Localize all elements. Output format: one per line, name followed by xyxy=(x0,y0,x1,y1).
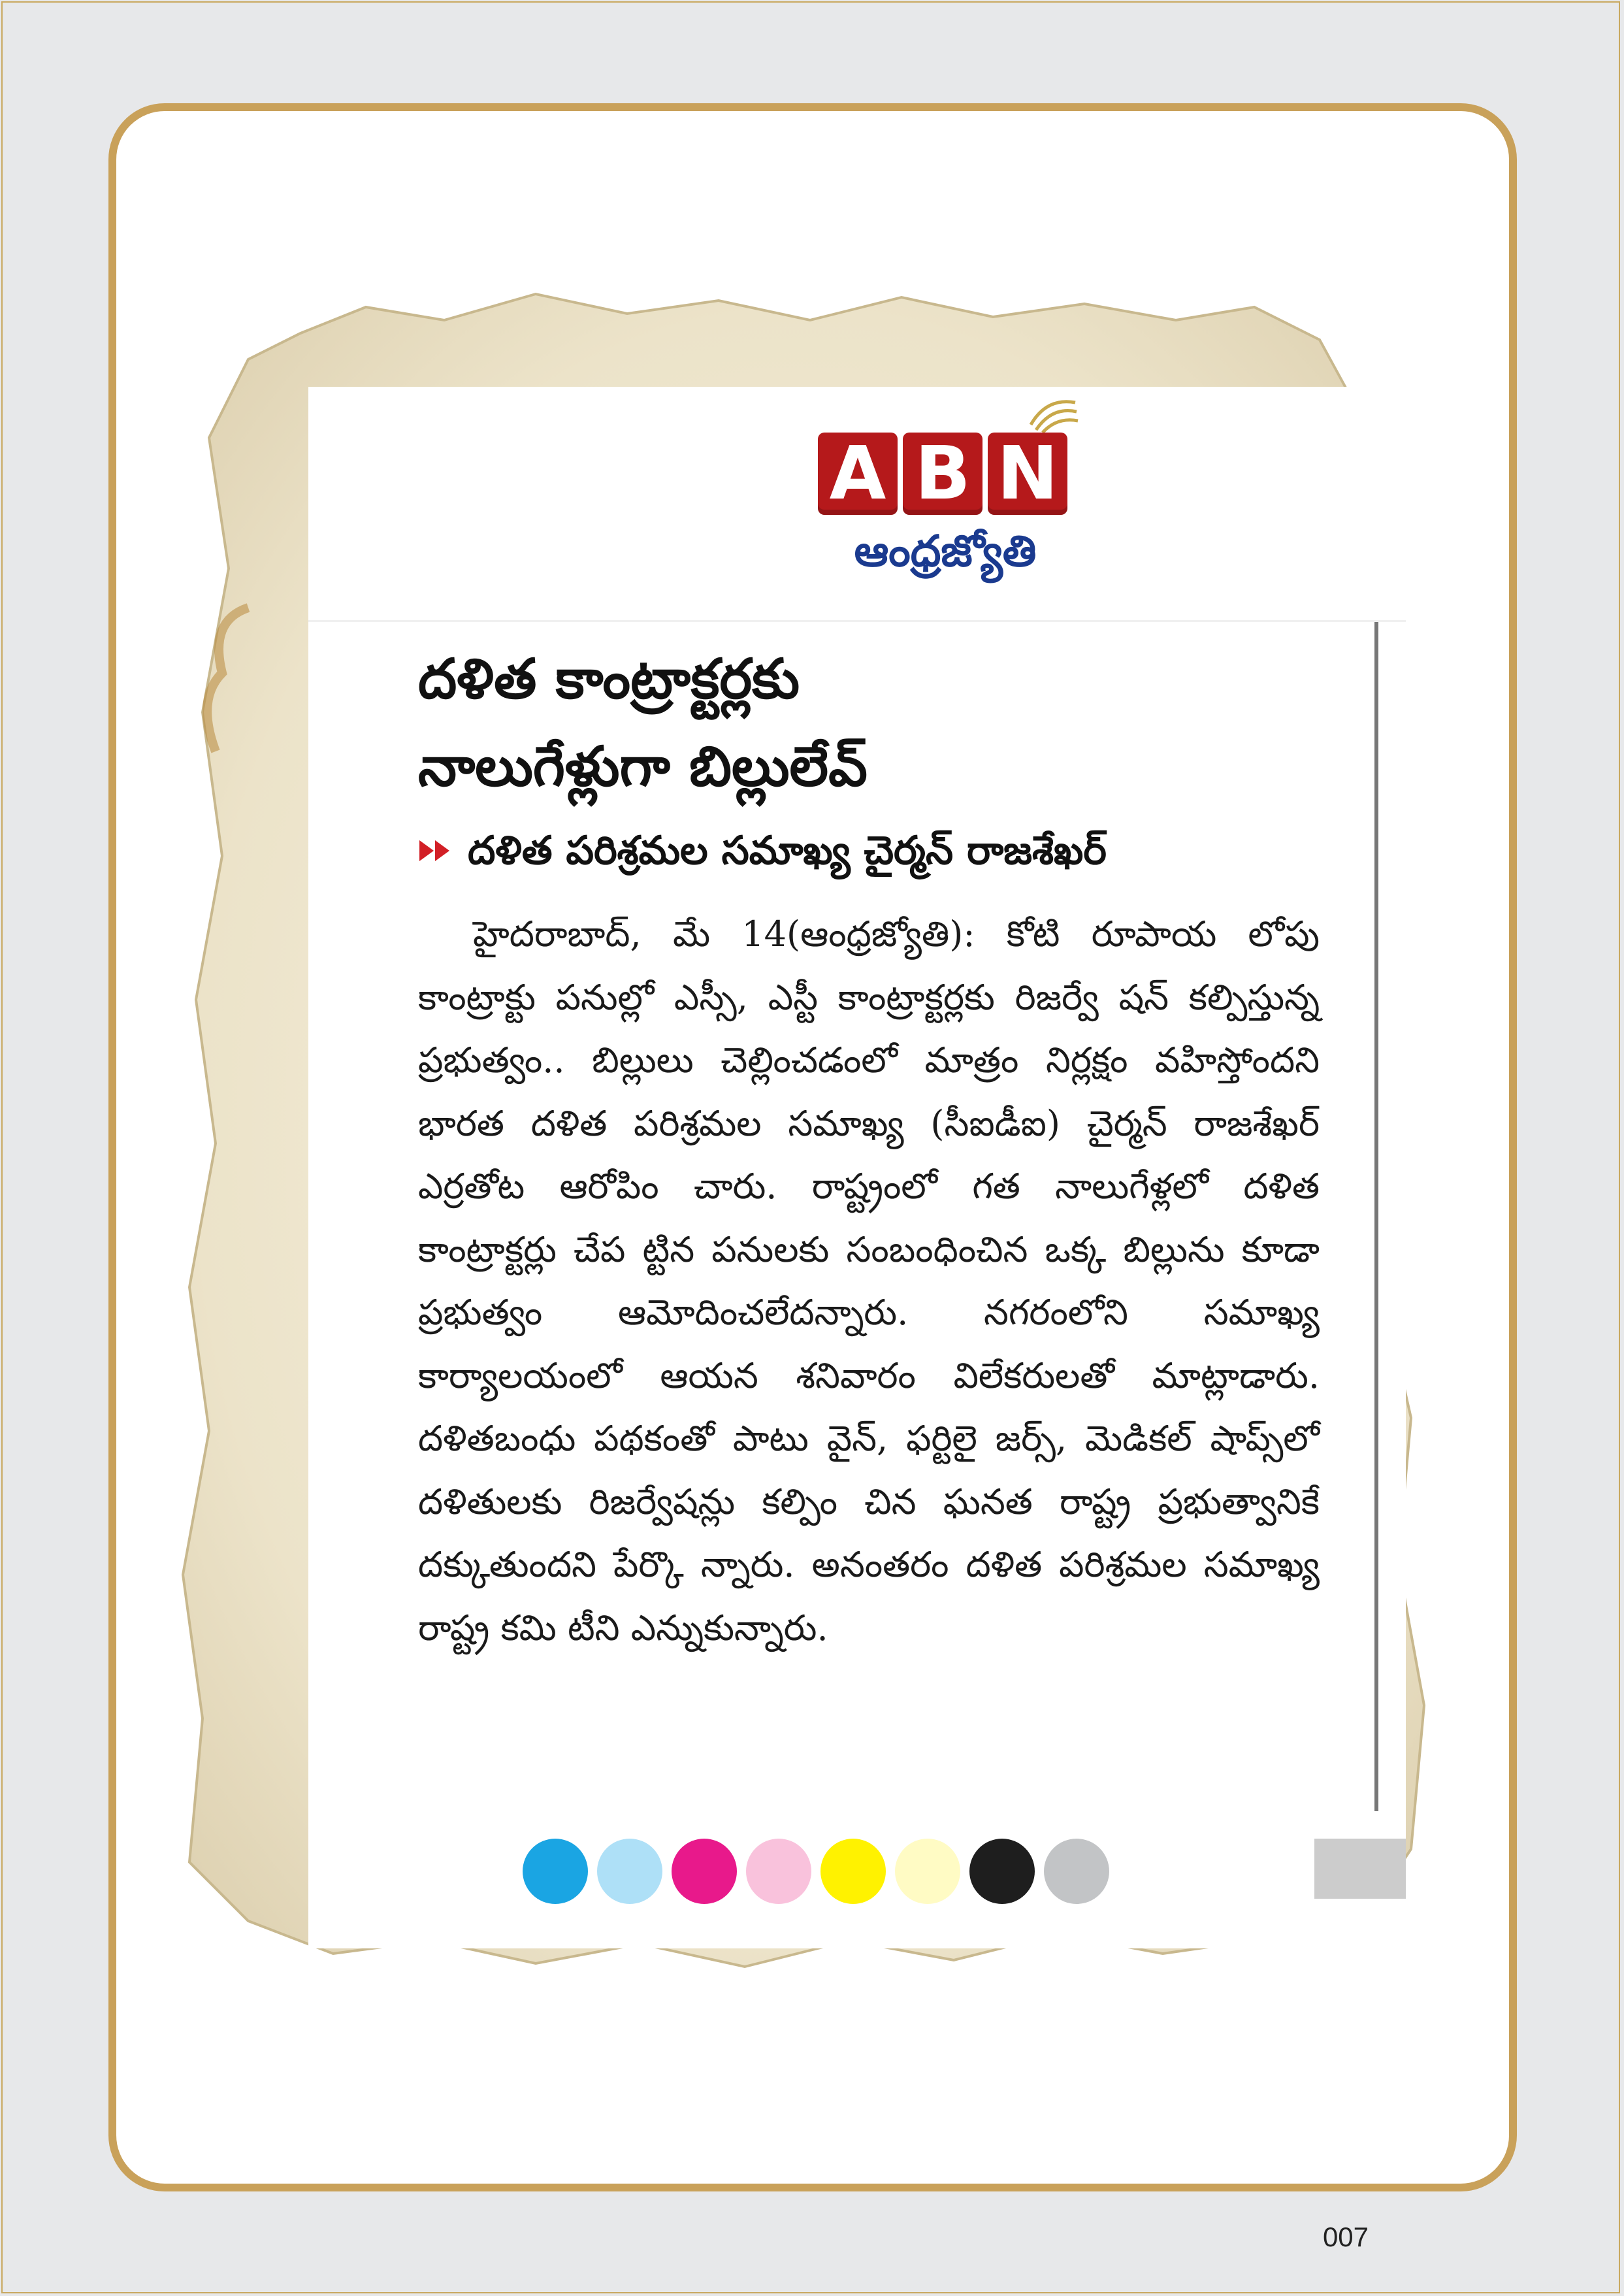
subheadline xyxy=(418,818,1359,883)
swatch-yellow xyxy=(820,1839,886,1904)
page-number: 007 xyxy=(1322,2222,1369,2252)
masthead xyxy=(308,387,1406,622)
logo-letter-a: A xyxy=(818,433,898,515)
article-body: హైదరాబాద్, మే 14(ఆంధ్రజ్యోతి): కోటి రూపాయ లోపు కాంట్రాక్టు పనుల్లో ఎస్సీ, ఎస్టీ కాంట్రాక్టర్లకు రిజర్వే షన్ కల్పిస్తున్న ప్రభుత్వం.. బిల్లులు చెల్లించడంలో మాత్రం నిర్లక్షం వహిస్తోందని భారత దళిత పరిశ్రమల సమాఖ్య (సీఐడీఐ) చైర్మన్ రాజశేఖర్ ఎర్రతోట ఆరోపిం చారు. రాష్ట్రంలో గత నాలుగేళ్లలో దళిత కాంట్రాక్టర్లు చేప ట్టిన పనులకు సంబంధించిన ఒక్క బిల్లును కూడా ప్రభుత్వం ఆమోదించలేదన్నారు. నగరంలోని సమాఖ్య కార్యాలయంలో ఆయన శనివారం విలేకరులతో మాట్లాడారు. దళితబంధు పథకంతో పాటు వైన్, ఫర్టిలై జర్స్, మెడికల్ షాప్స్‌లో దళితులకు రిజర్వేషన్లు కల్పిం చిన ఘనత రాష్ట్ర ప్రభుత్వానికే దక్కుతుందని పేర్కొ న్నారు. అనంతరం దళిత పరిశ్రమల సమాఖ్య రాష్ట్ర కమి టీని ఎన్నుకున్నారు. xyxy=(418,913,1320,1648)
swatch-gray xyxy=(1044,1839,1109,1904)
print-color-bar xyxy=(523,1839,1109,1904)
swatch-light-yellow xyxy=(895,1839,960,1904)
logo-subtitle: ఆంధ్రజ్యోతి xyxy=(854,526,1037,576)
swatch-light-cyan xyxy=(597,1839,662,1904)
logo-letter-b: B xyxy=(903,433,983,515)
headline-line-1: దళిత కాంట్రాక్టర్లకు xyxy=(418,647,800,711)
swatch-magenta xyxy=(672,1839,737,1904)
swatch-cyan xyxy=(523,1839,588,1904)
headline-line-2: నాలుగేళ్లుగా బిల్లులేవ్ xyxy=(418,734,868,798)
logo-letters xyxy=(818,433,1067,515)
abn-logo xyxy=(818,387,1092,596)
news-clipping xyxy=(308,387,1406,1948)
swatch-black xyxy=(969,1839,1035,1904)
subheadline-text: దళిత పరిశ్రమల సమాఖ్య చైర్మన్ రాజశేఖర్ xyxy=(468,828,1107,874)
gray-print-block xyxy=(1314,1839,1406,1899)
headline xyxy=(418,635,1346,810)
double-arrow-icon xyxy=(418,836,453,865)
logo-letter-n: N xyxy=(988,433,1067,515)
swatch-light-magenta xyxy=(746,1839,811,1904)
swirl-icon xyxy=(1027,392,1079,434)
column-rule xyxy=(1374,622,1378,1811)
